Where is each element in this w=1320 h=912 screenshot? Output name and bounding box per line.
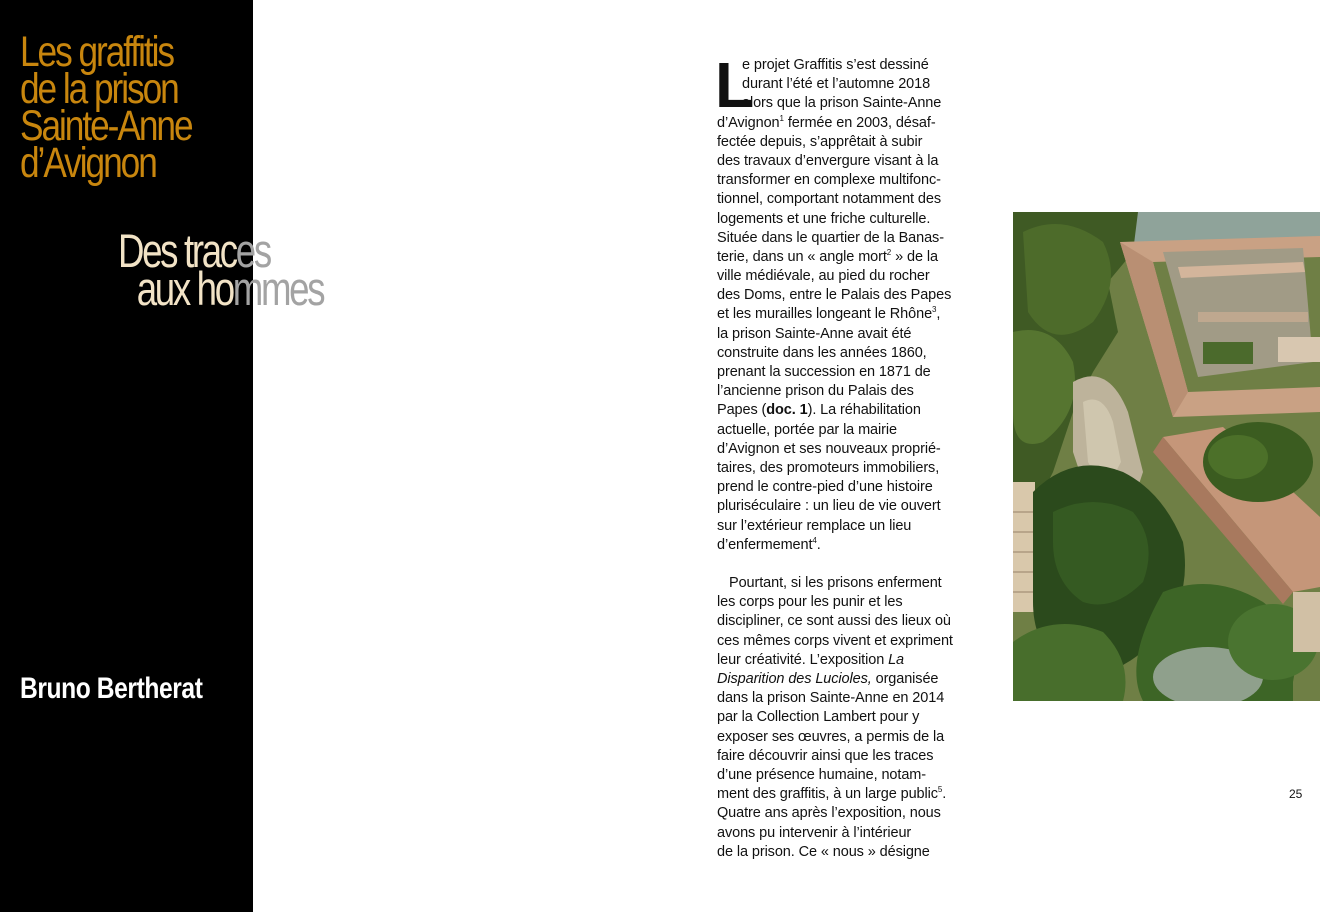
text-line: transformer en complexe multifonc- (717, 172, 941, 189)
text-fragment: La (888, 651, 905, 668)
text-line: faire découvrir ainsi que les traces (717, 747, 934, 764)
text-line: fectée depuis, s’apprêtait à subir (717, 133, 923, 150)
text-line: tionnel, comportant notamment des (717, 191, 941, 208)
text-line: dans la prison Sainte-Anne en 2014 (717, 690, 945, 707)
text-line: alors que la prison Sainte-Anne (742, 95, 942, 112)
text-line (717, 785, 967, 804)
text-line: actuelle, portée par la mairie (717, 421, 897, 438)
doc-reference: doc. 1 (766, 402, 808, 419)
text-fragment: . (816, 536, 821, 553)
text-line (717, 651, 967, 670)
footnote-ref: 5 (937, 785, 943, 795)
subtitle-part: mmes (232, 262, 324, 315)
drop-cap: L (715, 49, 754, 121)
text-fragment: d’enfermement (717, 536, 813, 553)
author-name: Bruno Bertherat (20, 672, 203, 705)
text-line: sur l’extérieur remplace un lieu (717, 517, 912, 534)
footnote-ref: 3 (932, 305, 937, 315)
title-line: de la prison (20, 65, 178, 113)
title-line: Sainte-Anne (20, 102, 192, 150)
text-line (717, 401, 967, 420)
text-fragment: ). La réhabilitation (807, 402, 921, 419)
text-line (717, 248, 967, 267)
text-fragment: Papes ( (717, 402, 767, 419)
title-line: Les graffitis (20, 28, 174, 76)
text-line: des Doms, entre le Palais des Papes (717, 287, 952, 304)
subtitle-line-2 (118, 262, 324, 315)
subtitle-part: aux ho (136, 262, 233, 315)
text-line (717, 305, 967, 324)
text-line: durant l’été et l’automne 2018 (742, 76, 931, 93)
text-line: avons pu intervenir à l’intérieur (717, 824, 912, 841)
text-line: discipliner, ce sont aussi des lieux où (717, 613, 951, 630)
text-line: Située dans le quartier de la Banas- (717, 229, 944, 246)
text-line: Pourtant, si les prisons enferment (729, 575, 942, 592)
text-line: taires, des promoteurs immobiliers, (717, 459, 940, 476)
text-fragment: d’Avignon (717, 114, 780, 131)
text-line: pluriséculaire : un lieu de vie ouvert (717, 498, 941, 515)
text-line: construite dans les années 1860, (717, 344, 927, 361)
text-line: prenant la succession en 1871 de (717, 364, 931, 380)
text-line: ville médiévale, au pied du rocher (717, 268, 930, 285)
text-line: e projet Graffitis s’est dessiné (742, 57, 929, 73)
title-line: d’Avignon (20, 139, 156, 187)
text-fragment: » de la (891, 248, 938, 265)
text-fragment: Disparition des Lucioles, (717, 671, 872, 687)
text-line: d’une présence humaine, notam- (717, 766, 926, 783)
text-line: logements et une friche culturelle. (717, 210, 931, 227)
text-line: de la prison. Ce « nous » désigne (717, 843, 930, 860)
subtitle-part: es (235, 224, 270, 277)
text-line: des travaux d’envergure visant à la (717, 152, 939, 169)
text-line (717, 536, 967, 555)
text-line: exposer ses œuvres, a permis de la (717, 728, 945, 745)
text-line: par la Collection Lambert pour y (717, 709, 920, 726)
text-line: la prison Sainte-Anne avait été (717, 325, 912, 342)
paragraph-gap (717, 555, 967, 574)
aerial-prison-photo (1013, 212, 1320, 701)
text-line: Quatre ans après l’exposition, nous (717, 805, 941, 822)
article-body (715, 49, 967, 862)
article-title (20, 28, 209, 187)
footnote-ref: 4 (812, 535, 817, 545)
text-line: prend le contre-pied d’une histoire (717, 479, 933, 496)
text-line: l’ancienne prison du Palais des (717, 383, 914, 400)
text-fragment: leur créativité. L’exposition (717, 651, 889, 668)
article-subtitle (118, 224, 324, 315)
text-line: d’Avignon et ses nouveaux proprié- (717, 440, 941, 457)
text-fragment: ment des graffitis, à un large public (717, 786, 938, 803)
text-line (717, 670, 967, 689)
footnote-ref: 1 (779, 113, 784, 123)
subtitle-part: Des trac (118, 224, 236, 277)
text-fragment: et les murailles longeant le Rhône (717, 306, 933, 323)
text-line: ces mêmes corps vivent et expriment (717, 632, 953, 649)
footnote-ref: 2 (886, 247, 892, 257)
text-fragment: terie, dans un « angle mort (717, 248, 887, 265)
text-fragment: organisée (871, 671, 939, 687)
text-fragment: , (936, 306, 941, 323)
text-fragment: fermée en 2003, désaf- (783, 114, 936, 131)
aerial-prison-illustration (1013, 212, 1320, 701)
text-fragment: . (942, 786, 947, 803)
text-line (717, 114, 967, 133)
text-line: les corps pour les punir et les (717, 594, 903, 611)
page-number: 25 (1289, 787, 1303, 801)
